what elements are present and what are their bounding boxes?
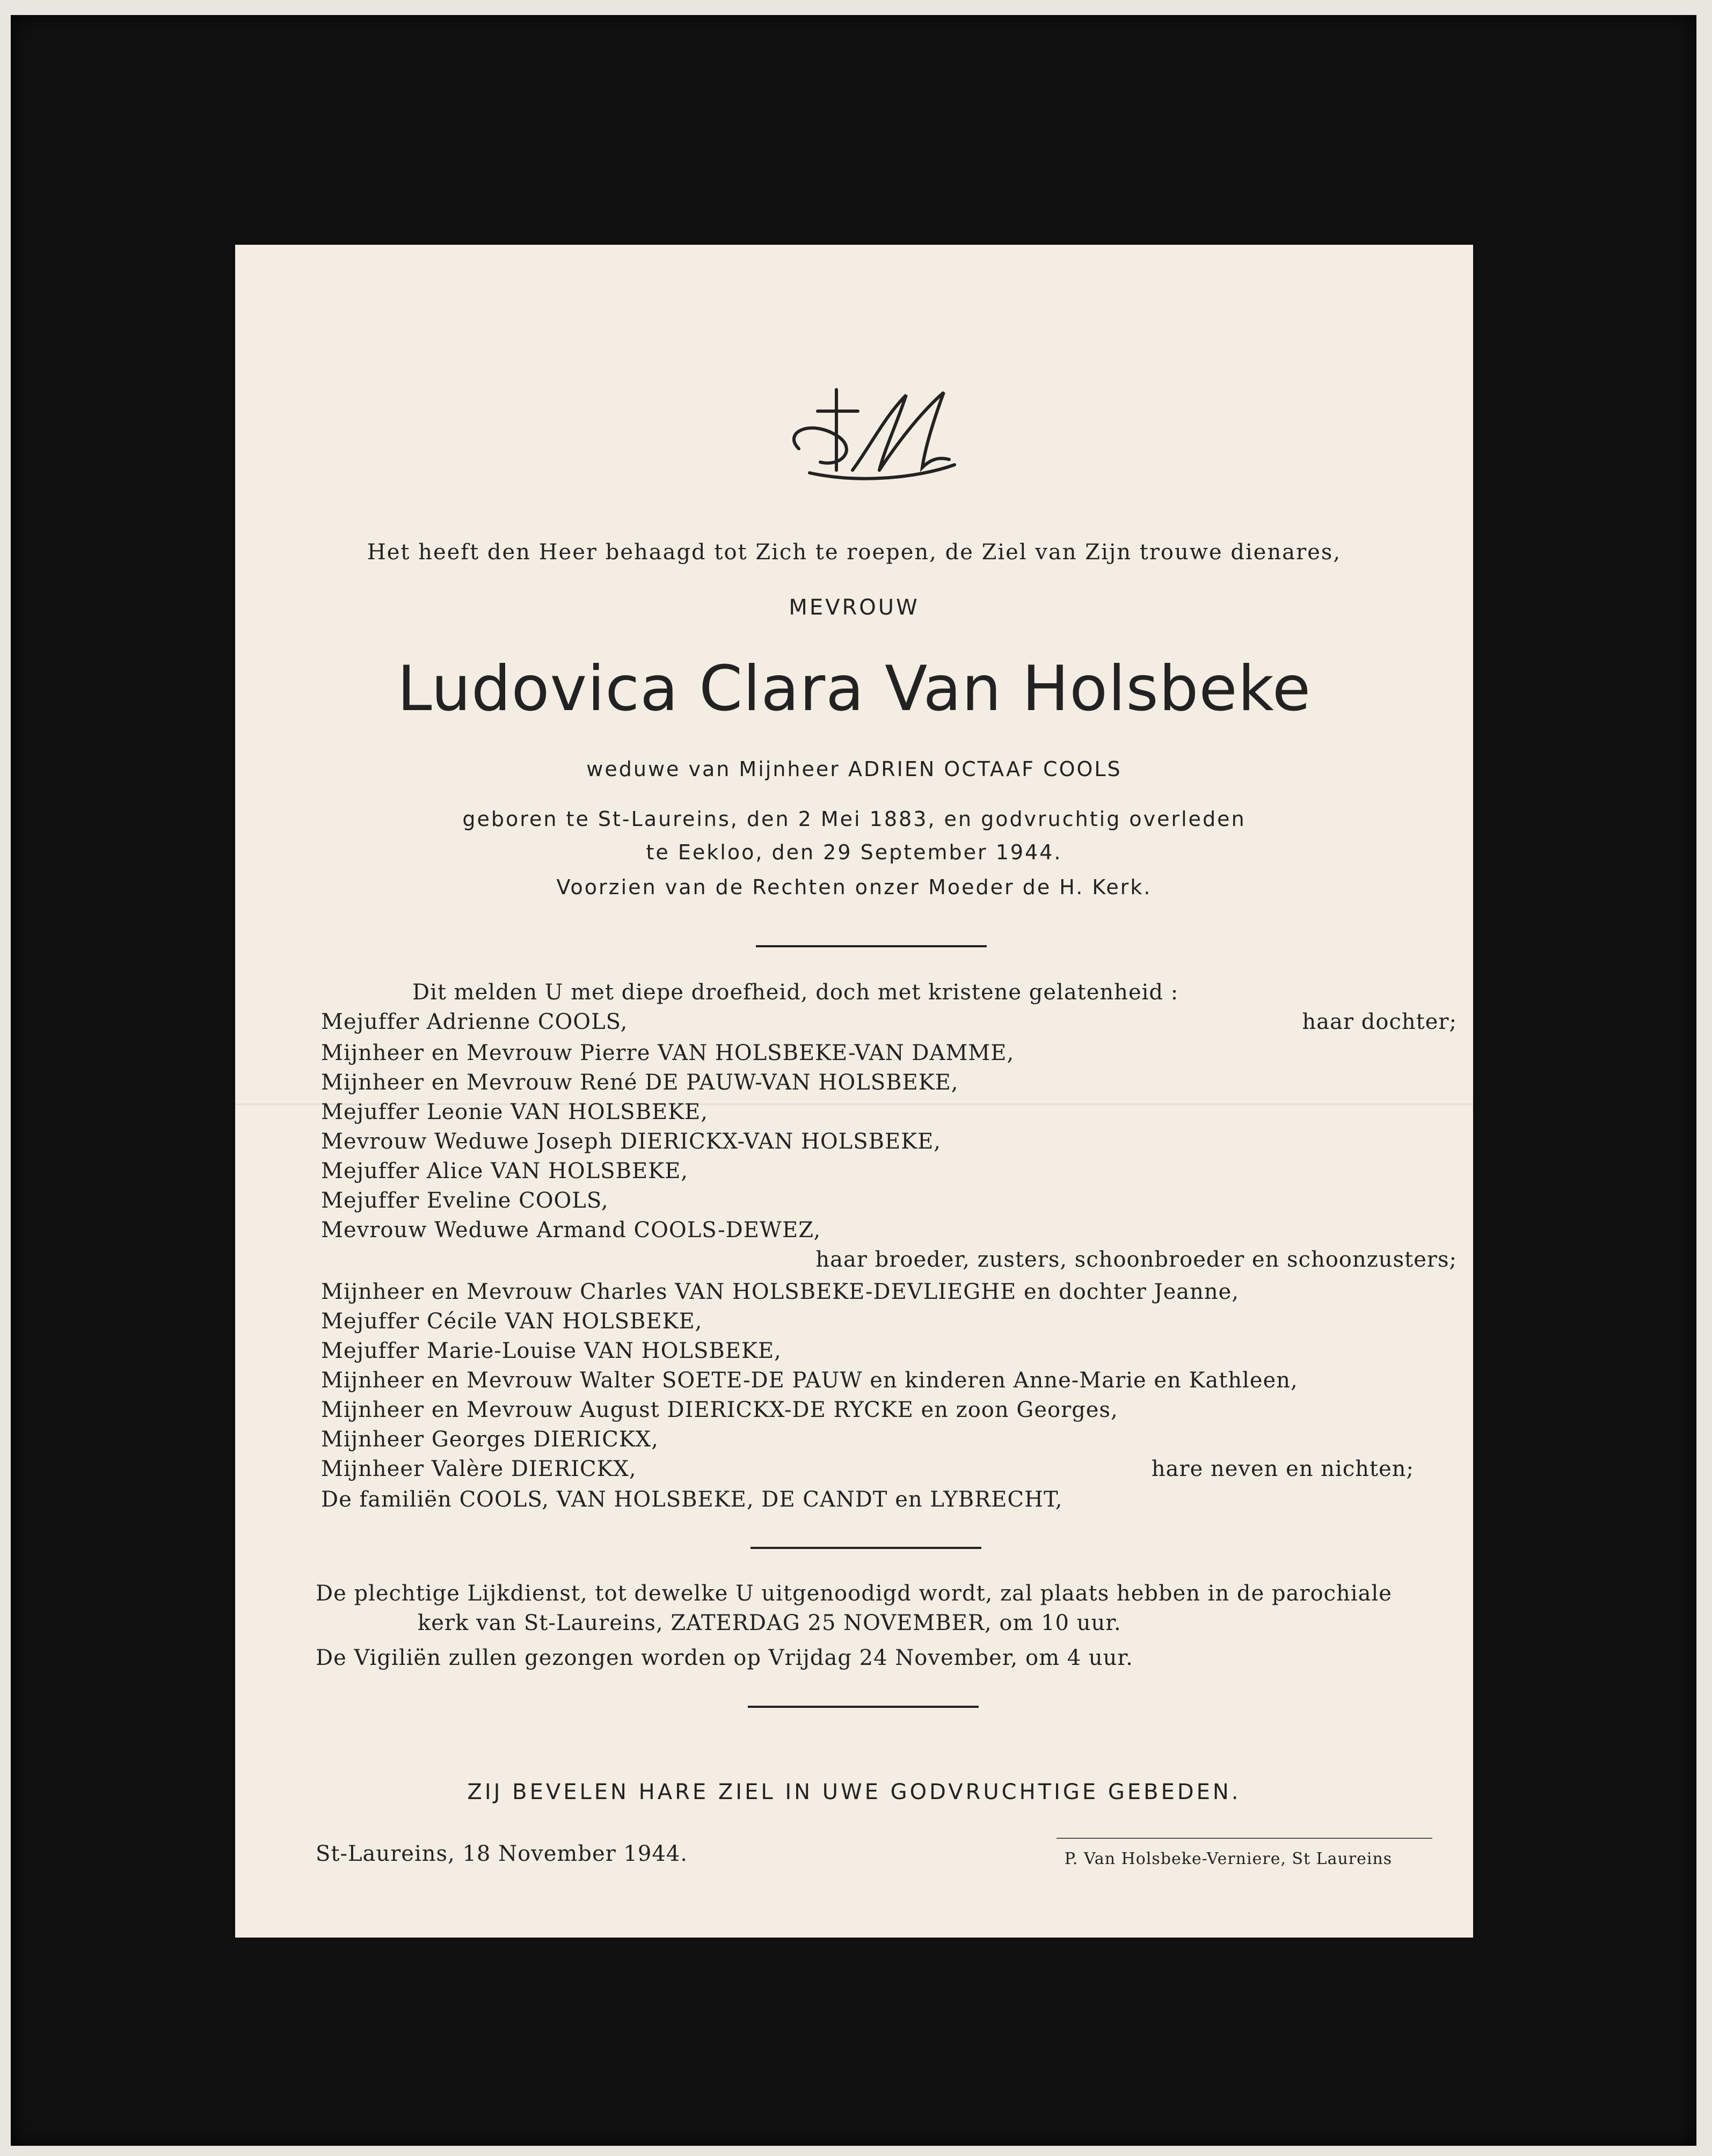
death-notice-sheet (235, 245, 1473, 1938)
mourner-line: Mijnheer Valère DIERICKX, (321, 1457, 637, 1481)
relation-siblings: haar broeder, zusters, schoonbroeder en schoonzusters; (815, 1247, 1457, 1272)
mourner-line: Mejuffer Eveline COOLS, (321, 1188, 609, 1213)
mourner-line: Mijnheer en Mevrouw Pierre VAN HOLSBEKE-VAN DAMME, (321, 1041, 1015, 1065)
place-date: St-Laureins, 18 November 1944. (316, 1841, 688, 1866)
mourner-line: Mijnheer en Mevrouw Walter SOETE-DE PAUW en kinderen Anne-Marie en Kathleen, (321, 1368, 1298, 1393)
widow-of-text: weduwe van Mijnheer ADRIEN OCTAAF COOLS (586, 757, 1122, 781)
divider-2 (751, 1547, 981, 1549)
printer-credit: P. Van Holsbeke-Verniere, St Laureins (1064, 1850, 1393, 1868)
intro-text: Het heeft den Heer behaagd tot Zich te roepen, de Ziel van Zijn trouwe dienares, (367, 540, 1342, 565)
mourner-line: Mijnheer Georges DIERICKX, (321, 1427, 659, 1452)
relation-daughter: haar dochter; (1302, 1010, 1457, 1034)
mourning-card (11, 15, 1696, 2146)
mourner-line: Mijnheer en Mevrouw August DIERICKX-DE RYCKE en zoon Georges, (321, 1398, 1118, 1422)
vigil-line: De Vigiliën zullen gezongen worden op Vrijdag 24 November, om 4 uur. (316, 1646, 1133, 1670)
title-mevrouw: MEVROUW (789, 595, 920, 620)
mourner-line: Mejuffer Cécile VAN HOLSBEKE, (321, 1309, 703, 1334)
mourner-line: Mejuffer Adrienne COOLS, (321, 1010, 628, 1034)
service-line-1: De plechtige Lijkdienst, tot dewelke U uitgenoodigd wordt, zal plaats hebben in de parochiale (316, 1581, 1392, 1606)
closing-text: ZIJ BEVELEN HARE ZIEL IN UWE GODVRUCHTIGE GEBEDEN. (467, 1780, 1241, 1804)
mourner-line: Mijnheer en Mevrouw René DE PAUW-VAN HOLSBEKE, (321, 1070, 959, 1095)
mourner-line: Mejuffer Marie-Louise VAN HOLSBEKE, (321, 1339, 782, 1363)
relation-nephews-nieces: hare neven en nichten; (1151, 1457, 1414, 1481)
birth-death-line-1: geboren te St-Laureins, den 2 Mei 1883, en godvruchtig overleden (462, 807, 1246, 831)
divider-1 (756, 945, 987, 947)
families-line: De familiën COOLS, VAN HOLSBEKE, DE CANDT en LYBRECHT, (321, 1487, 1063, 1512)
cross-m-monogram-icon (777, 368, 981, 492)
mourner-line: Mevrouw Weduwe Armand COOLS-DEWEZ, (321, 1218, 821, 1243)
deceased-name: Ludovica Clara Van Holsbeke (397, 653, 1312, 725)
mourner-line: Mijnheer en Mevrouw Charles VAN HOLSBEKE-DEVLIEGHE en dochter Jeanne, (321, 1280, 1240, 1304)
printer-rule (1057, 1838, 1432, 1839)
service-line-2: kerk van St-Laureins, ZATERDAG 25 NOVEMBER, om 10 uur. (418, 1611, 1121, 1635)
rites-text: Voorzien van de Rechten onzer Moeder de H. Kerk. (556, 875, 1152, 899)
mourner-line: Mejuffer Leonie VAN HOLSBEKE, (321, 1100, 708, 1124)
birth-death-line-2: te Eekloo, den 29 September 1944. (646, 841, 1062, 864)
mourners-intro: Dit melden U met diepe droefheid, doch met kristene gelatenheid : (412, 980, 1179, 1005)
mourner-line: Mejuffer Alice VAN HOLSBEKE, (321, 1159, 688, 1183)
divider-3 (748, 1706, 979, 1708)
mourner-line: Mevrouw Weduwe Joseph DIERICKX-VAN HOLSBEKE, (321, 1129, 941, 1154)
